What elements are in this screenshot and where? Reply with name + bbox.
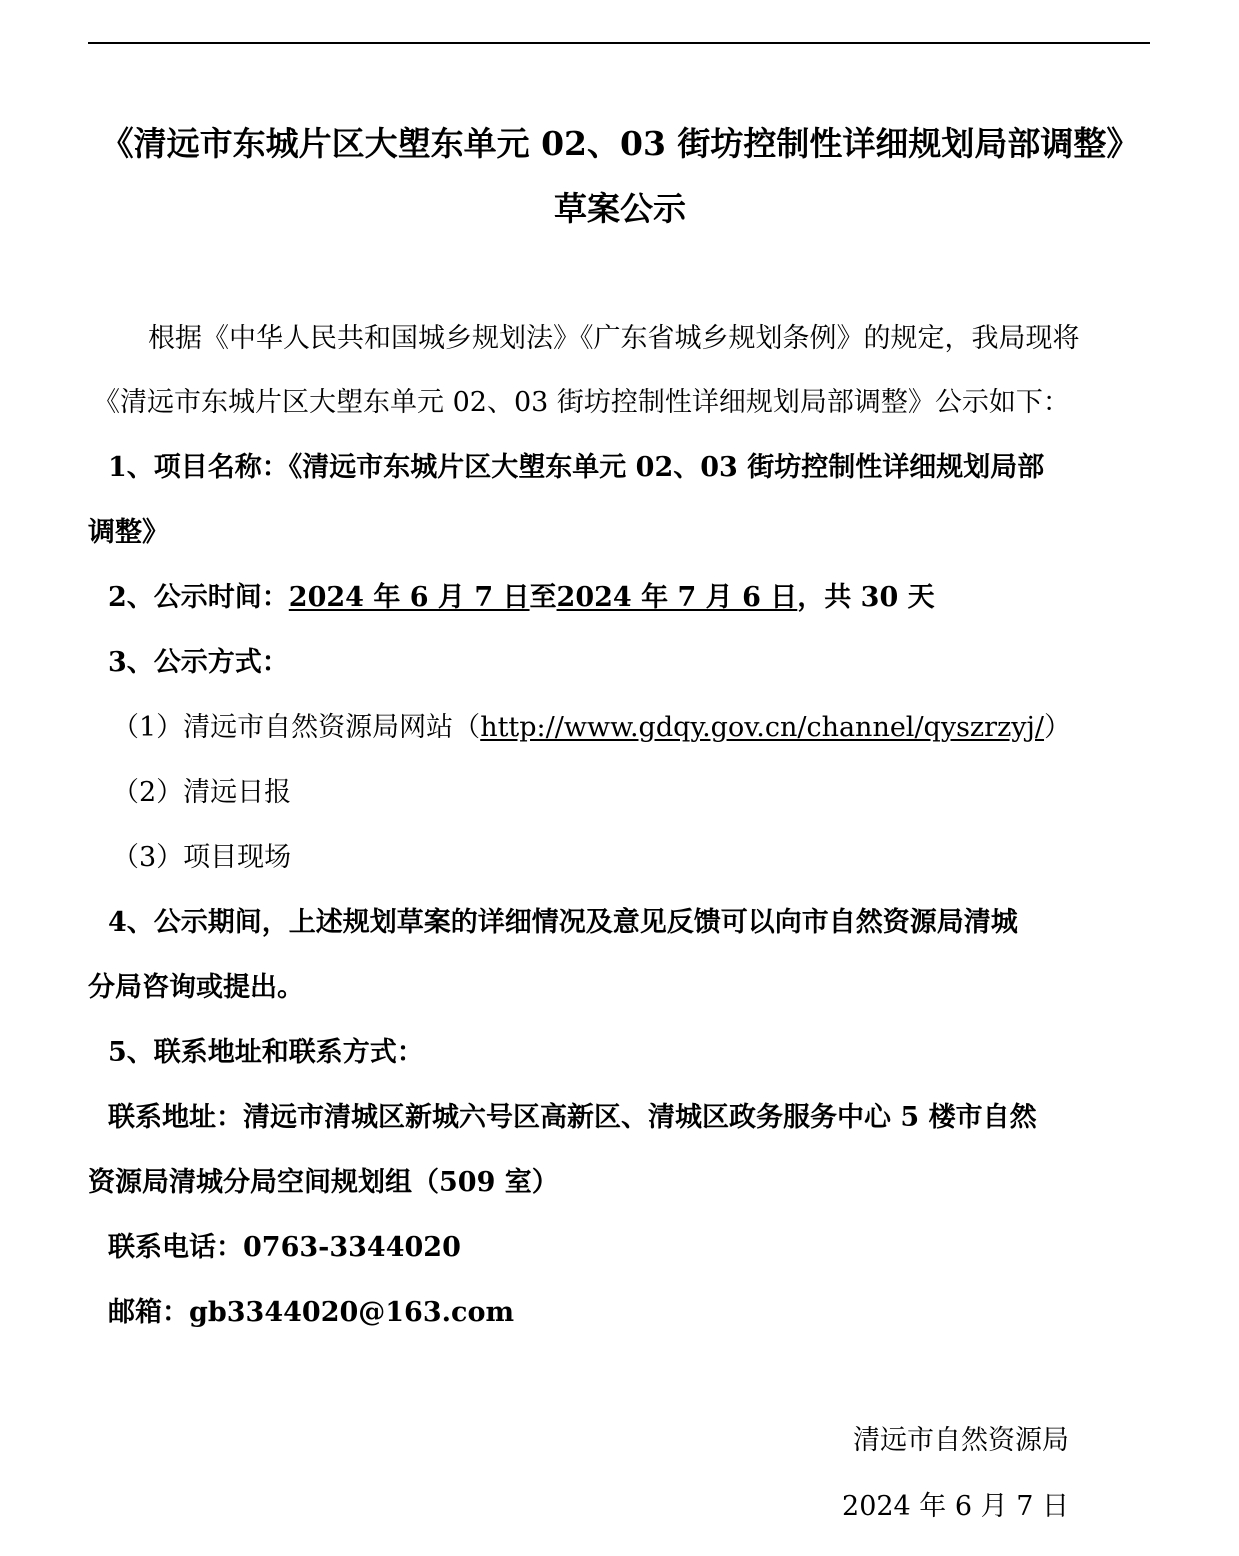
intro-line-1: 根据《中华人民共和国城乡规划法》《广东省城乡规划条例》的规定，我局现将 — [148, 323, 1080, 354]
item-3-heading: 3、公示方式： — [108, 647, 289, 678]
address-line-2: 资源局清城分局空间规划组（509 室） — [88, 1167, 559, 1198]
item-1-line-1: 1、项目名称：《清远市东城片区大塱东单元 02、03 街坊控制性详细规划局部 — [108, 452, 1045, 483]
start-date: 2024 年 6 月 7 日 — [288, 582, 530, 613]
contact-email: 邮箱：gb3344020@163.com — [108, 1297, 515, 1328]
item-1-line-2: 调整》 — [88, 517, 169, 548]
item-4-line-1: 4、公示期间，上述规划草案的详细情况及意见反馈可以向市自然资源局清城 — [108, 907, 1018, 938]
method-1-close: ） — [1044, 712, 1072, 743]
method-3: （3）项目现场 — [112, 842, 292, 873]
website-link[interactable]: http://www.gdqy.gov.cn/channel/qyszrzyj/ — [480, 712, 1045, 743]
signature-org: 清远市自然资源局 — [853, 1425, 1069, 1456]
signature-date: 2024 年 6 月 7 日 — [842, 1491, 1069, 1522]
end-date: 2024 年 7 月 6 日 — [556, 582, 798, 613]
item-5-heading: 5、联系地址和联系方式： — [108, 1037, 424, 1068]
method-1-label: （1）清远市自然资源局网站（ — [112, 712, 481, 743]
header-rule — [88, 42, 1150, 44]
item-2-notice-period — [108, 581, 935, 615]
intro-line-2: 《清远市东城片区大塱东单元 02、03 街坊控制性详细规划局部调整》公示如下： — [93, 387, 1070, 418]
document-subtitle: 草案公示 — [554, 189, 686, 228]
item-2-label: 2、公示时间： — [108, 582, 289, 613]
duration: ，共 30 天 — [797, 582, 935, 613]
address-line-1: 联系地址：清远市清城区新城六号区高新区、清城区政务服务中心 5 楼市自然 — [108, 1102, 1037, 1133]
method-2: （2）清远日报 — [112, 777, 292, 808]
method-1 — [112, 711, 1071, 745]
item-4-line-2: 分局咨询或提出。 — [88, 972, 304, 1003]
document-title: 《清远市东城片区大塱东单元 02、03 街坊控制性详细规划局部调整》 — [100, 124, 1140, 163]
date-separator: 至 — [529, 582, 557, 613]
contact-phone: 联系电话：0763-3344020 — [108, 1232, 461, 1263]
